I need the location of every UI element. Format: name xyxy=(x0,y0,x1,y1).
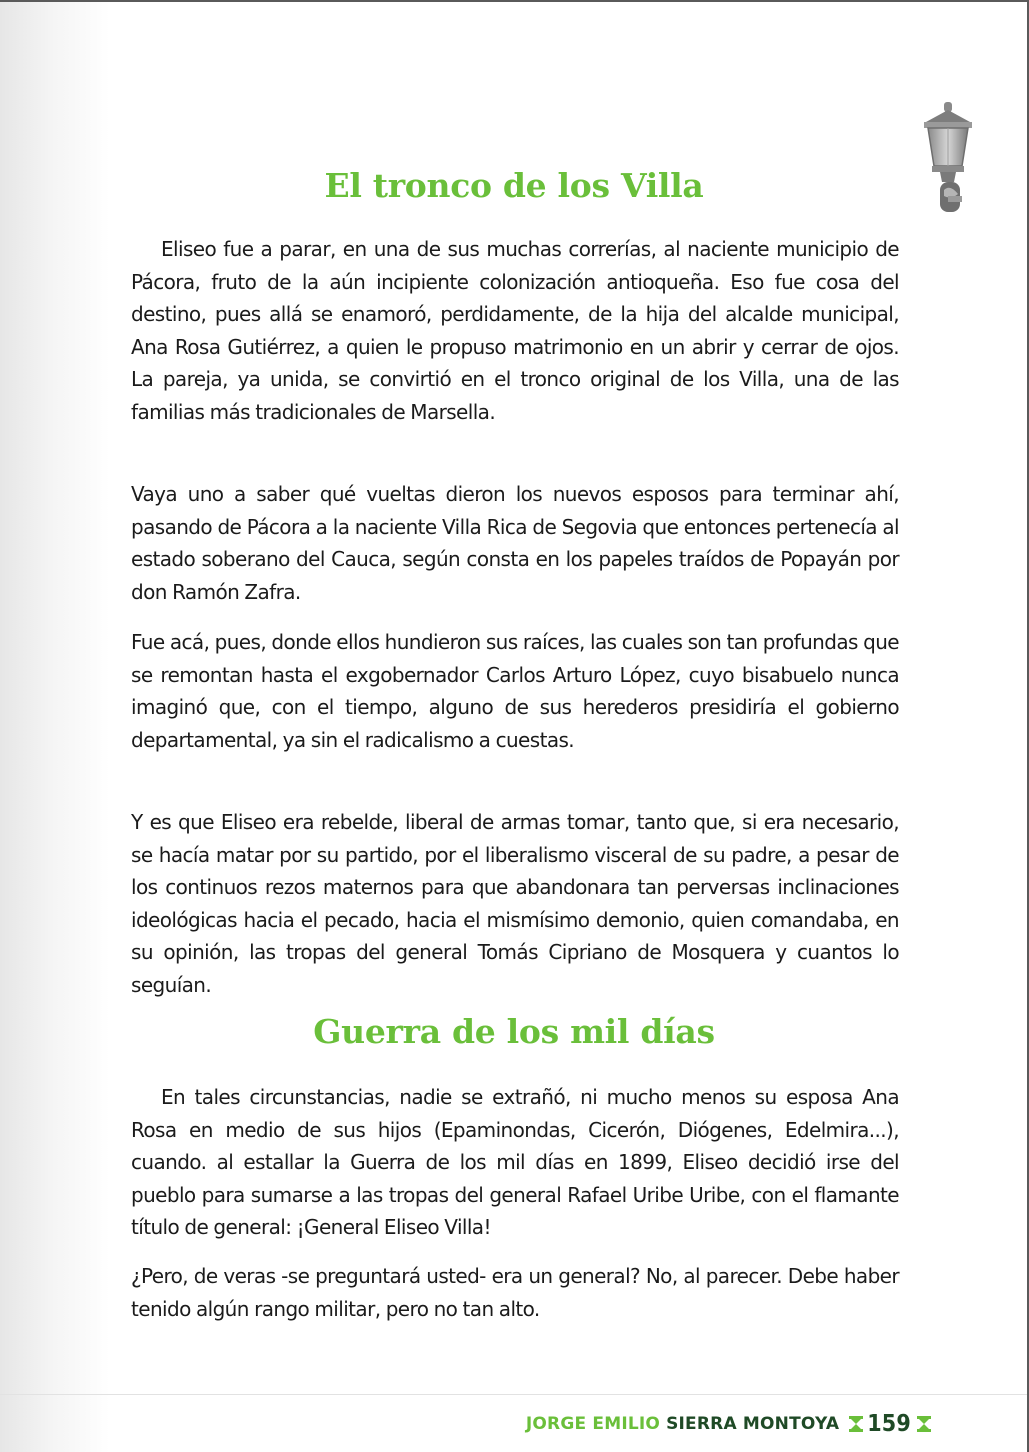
section-heading: Guerra de los mil días xyxy=(313,1012,715,1051)
body-paragraph: Y es que Eliseo era rebelde, liberal de armas tomar, tanto que, si era necesario, se hacía matar por su partido, por el liberalismo visceral de su padre, a pesar de los continuos rezos maternos para que abandonara tan perversas inclinaciones ideológicas hacia el pecado, hacia el mismísimo demonio, quien comandaba, en su opinión, las tropas del general Tomás Cipriano de Mosquera y cuantos lo seguían. xyxy=(131,810,899,997)
hourglass-ornament-icon xyxy=(847,1415,865,1433)
body-paragraph: En tales circunstancias, nadie se extrañó, ni mucho menos su esposa Ana Rosa en medio de sus hijos (Epaminondas, Cicerón, Diógenes, Edelmira...), cuando. al estallar la Guerra de los mil días en 1899, Eliseo decidió irse del pueblo para sumarse a las tropas del general Rafael Uribe Uribe, con el flamante título de general: ¡General Eliseo Villa! xyxy=(131,1085,899,1239)
section-heading: El tronco de los Villa xyxy=(324,166,704,205)
body-paragraph: ¿Pero, de veras -se preguntará usted- era un general? No, al parecer. Debe haber tenido algún rango militar, pero no tan alto. xyxy=(131,1264,899,1321)
page-number: 159 xyxy=(867,1411,911,1437)
footer-divider xyxy=(0,1394,1027,1395)
street-lamp-icon xyxy=(918,100,978,220)
body-paragraph: Vaya uno a saber qué vueltas dieron los nuevos esposos para terminar ahí, pasando de Pácora a la naciente Villa Rica de Segovia que entonces pertenecía al estado soberano del Cauca, según consta en los papeles traídos de Popayán por don Ramón Zafra. xyxy=(131,482,899,604)
author-first-name: JORGE EMILIO xyxy=(525,1414,661,1434)
body-paragraph: Eliseo fue a parar, en una de sus muchas correrías, al naciente municipio de Pácora, fruto de la aún incipiente colonización antioqueña. Eso fue cosa del destino, pues allá se enamoró, perdidamente, de la hija del alcalde municipal, Ana Rosa Gutiérrez, a quien le propuso matrimonio en un abrir y cerrar de ojos. La pareja, ya unida, se convirtió en el tronco original de los Villa, una de las familias más tradicionales de Marsella. xyxy=(131,237,899,424)
body-paragraph: Fue acá, pues, donde ellos hundieron sus raíces, las cuales son tan profundas que se remontan hasta el exgobernador Carlos Arturo López, cuyo bisabuelo nunca imaginó que, con el tiempo, alguno de sus herederos presidiría el gobierno departamental, ya sin el radicalismo a cuestas. xyxy=(131,630,899,752)
author-last-name: SIERRA MONTOYA xyxy=(666,1414,840,1434)
page-border-top xyxy=(0,0,1029,2)
hourglass-ornament-icon xyxy=(915,1415,933,1433)
page-footer xyxy=(526,1411,933,1437)
